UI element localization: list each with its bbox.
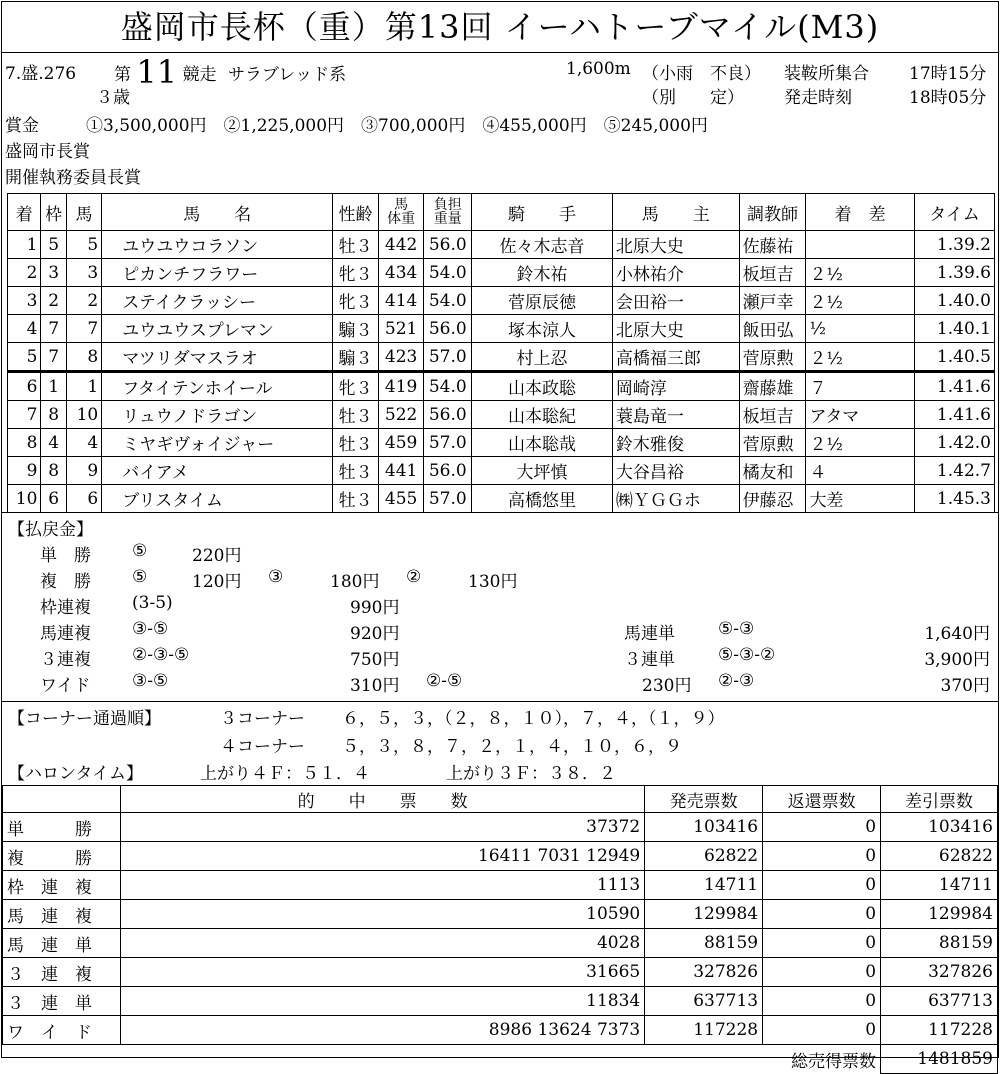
start-time: 18時05分: [909, 88, 987, 108]
place-combo-1: ⑤: [132, 567, 148, 587]
cell-time: 1.41.6: [914, 372, 994, 401]
table-row: [8, 343, 995, 372]
cell-horse-name: ユウユウコラソン: [102, 231, 333, 259]
corner-label: 【コーナー通過順】: [8, 709, 161, 729]
cell-rank: 2: [8, 259, 41, 287]
col-hit-votes: 的 中 票 数: [120, 786, 644, 813]
cell-jockey: 高橋悠里: [472, 485, 613, 513]
cell-net: 129984: [881, 900, 998, 929]
assembly-label: 装鞍所集合: [784, 64, 869, 84]
last-4f: 上がり４Ｆ：５１．４: [200, 764, 370, 784]
cell-burden: 57.0: [424, 429, 472, 457]
table-row: [3, 900, 998, 929]
cell-sex-age: 牡３: [333, 429, 379, 457]
cell-burden: 56.0: [424, 231, 472, 259]
cell-hit: 11834: [120, 987, 644, 1016]
table-row: [8, 457, 995, 485]
cell-hit: 37372: [120, 813, 644, 842]
cell-weight: 434: [378, 259, 424, 287]
trio-label: ３連複: [40, 650, 91, 670]
place-amount-1: 120円: [192, 572, 242, 592]
col-margin: 着 差: [806, 194, 914, 231]
cell-hit: 31665: [120, 958, 644, 987]
table-row: [3, 929, 998, 958]
exacta-amount: 1,640円: [924, 624, 990, 644]
cell-bet-type: 馬 連 複: [3, 900, 121, 929]
col-refund-votes: 返還票数: [763, 786, 881, 813]
cell-sold: 129984: [645, 900, 763, 929]
cell-refund: 0: [763, 929, 881, 958]
table-row: [8, 485, 995, 513]
cell-net: 117228: [881, 1016, 998, 1045]
total-label: 総売得票数: [3, 1045, 881, 1074]
cell-margin: ２½: [806, 343, 914, 372]
cell-horse-name: リュウノドラゴン: [102, 401, 333, 429]
cell-trainer: 瀬戸幸: [739, 287, 806, 315]
col-time: タイム: [914, 194, 994, 231]
payout-section: [2, 512, 998, 702]
col-sex-age: 性齢: [333, 194, 379, 231]
cell-frame: 6: [41, 485, 66, 513]
place-combo-2: ③: [268, 567, 284, 587]
cell-time: 1.42.0: [914, 429, 994, 457]
cell-net: 103416: [881, 813, 998, 842]
race-code: 7.盛.276: [5, 64, 77, 84]
cell-trainer: 板垣吉: [739, 401, 806, 429]
cell-sex-age: 騸３: [333, 343, 379, 372]
cell-owner: 会田裕一: [612, 287, 739, 315]
cell-time: 1.40.5: [914, 343, 994, 372]
award-mayor: 盛岡市長賞: [5, 142, 90, 162]
col-rank: 着: [8, 194, 41, 231]
cell-margin: [806, 231, 914, 259]
cell-trainer: 菅原勲: [739, 343, 806, 372]
cell-burden: 56.0: [424, 457, 472, 485]
cell-refund: 0: [763, 871, 881, 900]
cell-sold: 637713: [645, 987, 763, 1016]
last-3f: 上がり３Ｆ：３８．２: [446, 764, 616, 784]
cell-horse-no: 7: [66, 315, 101, 343]
bracket-label: 枠連複: [40, 598, 91, 618]
race-result-sheet: [1, 1, 999, 1072]
col-sold-votes: 発売票数: [645, 786, 763, 813]
cell-time: 1.40.1: [914, 315, 994, 343]
race-header: [2, 53, 998, 198]
cell-refund: 0: [763, 900, 881, 929]
cell-refund: 0: [763, 1016, 881, 1045]
race-number-line: [114, 53, 346, 91]
cell-weight: 414: [378, 287, 424, 315]
cell-horse-no: 5: [66, 231, 101, 259]
cell-margin: ½: [806, 315, 914, 343]
cell-margin: ４: [806, 457, 914, 485]
award-committee: 開催執務委員長賞: [5, 168, 141, 188]
cell-frame: 7: [41, 343, 66, 372]
wide-combo-2: ②-⑤: [426, 671, 463, 691]
cell-horse-no: 10: [66, 401, 101, 429]
trifecta-amount: 3,900円: [924, 650, 990, 670]
cell-owner: ㈱ＹＧＧホ: [612, 485, 739, 513]
corner4-order: ５，３，８，７，２，１，４，１０，６，９: [342, 737, 682, 757]
assembly-time: 17時15分: [909, 64, 987, 84]
cell-owner: 大谷昌裕: [612, 457, 739, 485]
cell-bet-type: 枠 連 複: [3, 871, 121, 900]
table-row: [8, 287, 995, 315]
cell-hit: 8986 13624 7373: [120, 1016, 644, 1045]
cell-horse-name: マツリダマスラオ: [102, 343, 333, 372]
race-number: 11: [136, 53, 178, 91]
trio-amount: 750円: [350, 650, 400, 670]
total-value: 1481859: [881, 1045, 998, 1074]
race-weather: （小雨 不良）: [642, 64, 761, 84]
cell-refund: 0: [763, 958, 881, 987]
bracket-combo: (3-5): [132, 593, 173, 613]
cell-margin: ２½: [806, 259, 914, 287]
trifecta-combo: ⑤-③-②: [718, 645, 776, 665]
cell-jockey: 菅原辰徳: [472, 287, 613, 315]
table-row: [8, 259, 995, 287]
cell-rank: 6: [8, 372, 41, 401]
cell-bet-type: 単 勝: [3, 813, 121, 842]
table-row: [8, 429, 995, 457]
cell-horse-name: ユウユウスプレマン: [102, 315, 333, 343]
cell-jockey: 山本聡紀: [472, 401, 613, 429]
cell-horse-name: フタイテンホイール: [102, 372, 333, 401]
wide-amount-2: 230円: [642, 676, 692, 696]
results-table: [7, 193, 995, 513]
prize-label: 賞金: [5, 116, 39, 136]
cell-horse-no: 9: [66, 457, 101, 485]
corner4-label: ４コーナー: [220, 737, 305, 757]
quinella-combo: ③-⑤: [132, 619, 169, 639]
cell-weight: 441: [378, 457, 424, 485]
cell-net: 637713: [881, 987, 998, 1016]
cell-margin: ７: [806, 372, 914, 401]
cell-time: 1.41.6: [914, 401, 994, 429]
col-frame: 枠: [41, 194, 66, 231]
cell-weight: 442: [378, 231, 424, 259]
col-horse-name: 馬 名: [102, 194, 333, 231]
cell-rank: 1: [8, 231, 41, 259]
table-row: [3, 958, 998, 987]
cell-bet-type: ワ イ ド: [3, 1016, 121, 1045]
cell-horse-no: 3: [66, 259, 101, 287]
table-row: [3, 813, 998, 842]
cell-sold: 103416: [645, 813, 763, 842]
cell-trainer: 飯田弘: [739, 315, 806, 343]
cell-burden: 57.0: [424, 343, 472, 372]
cell-weight: 521: [378, 315, 424, 343]
cell-margin: ２½: [806, 287, 914, 315]
cell-owner: 北原大史: [612, 231, 739, 259]
cell-burden: 54.0: [424, 287, 472, 315]
cell-burden: 56.0: [424, 315, 472, 343]
cell-horse-name: バイアメ: [102, 457, 333, 485]
cell-time: 1.42.7: [914, 457, 994, 485]
breed: サラブレッド系: [227, 65, 347, 85]
cell-net: 88159: [881, 929, 998, 958]
cell-burden: 56.0: [424, 401, 472, 429]
cell-sex-age: 牝３: [333, 372, 379, 401]
cell-rank: 7: [8, 401, 41, 429]
cell-owner: 高橋福三郎: [612, 343, 739, 372]
table-row: [8, 401, 995, 429]
cell-sold: 327826: [645, 958, 763, 987]
cell-trainer: 佐藤祐: [739, 231, 806, 259]
race-prefix: 第: [114, 65, 131, 85]
race-age: ３歳: [96, 88, 130, 108]
place-combo-3: ②: [406, 567, 422, 587]
cell-frame: 5: [41, 231, 66, 259]
cell-weight: 522: [378, 401, 424, 429]
cell-margin: 大差: [806, 485, 914, 513]
cell-frame: 8: [41, 401, 66, 429]
cell-jockey: 塚本涼人: [472, 315, 613, 343]
trio-combo: ②-③-⑤: [132, 645, 190, 665]
cell-hit: 10590: [120, 900, 644, 929]
cell-net: 327826: [881, 958, 998, 987]
wide-amount-1: 310円: [350, 676, 400, 696]
place-amount-3: 130円: [468, 572, 518, 592]
cell-sex-age: 牡３: [333, 231, 379, 259]
cell-horse-name: ミヤギヴォイジャー: [102, 429, 333, 457]
cell-sex-age: 騸３: [333, 315, 379, 343]
cell-margin: ２½: [806, 429, 914, 457]
cell-net: 62822: [881, 842, 998, 871]
cell-owner: 小林祐介: [612, 259, 739, 287]
prize-list: ①3,500,000円 ②1,225,000円 ③700,000円 ④455,000円 ⑤245,000円: [86, 116, 708, 136]
cell-refund: 0: [763, 842, 881, 871]
cell-weight: 459: [378, 429, 424, 457]
votes-table: [2, 785, 998, 1074]
corner3-label: ３コーナー: [220, 709, 305, 729]
cell-frame: 3: [41, 259, 66, 287]
cell-horse-no: 2: [66, 287, 101, 315]
cell-hit: 16411 7031 12949: [120, 842, 644, 871]
wide-combo-1: ③-⑤: [132, 671, 169, 691]
col-horse-no: 馬: [66, 194, 101, 231]
cell-trainer: 板垣吉: [739, 259, 806, 287]
cell-frame: 1: [41, 372, 66, 401]
cell-horse-no: 4: [66, 429, 101, 457]
cell-sex-age: 牝３: [333, 259, 379, 287]
cell-owner: 岡崎淳: [612, 372, 739, 401]
table-row: [3, 871, 998, 900]
win-combo: ⑤: [132, 541, 148, 561]
cell-horse-no: 1: [66, 372, 101, 401]
cell-trainer: 橘友和: [739, 457, 806, 485]
cell-sold: 14711: [645, 871, 763, 900]
cell-sold: 88159: [645, 929, 763, 958]
cell-rank: 4: [8, 315, 41, 343]
cell-jockey: 佐々木志音: [472, 231, 613, 259]
cell-net: 14711: [881, 871, 998, 900]
cell-bet-type: ３ 連 複: [3, 958, 121, 987]
cell-owner: 鈴木雅俊: [612, 429, 739, 457]
cell-burden: 54.0: [424, 372, 472, 401]
cell-bet-type: 複 勝: [3, 842, 121, 871]
cell-owner: 北原大史: [612, 315, 739, 343]
cell-rank: 5: [8, 343, 41, 372]
bracket-amount: 990円: [350, 598, 400, 618]
cell-refund: 0: [763, 813, 881, 842]
cell-weight: 455: [378, 485, 424, 513]
cell-jockey: 山本聡哉: [472, 429, 613, 457]
wide-combo-3: ②-③: [718, 671, 755, 691]
win-label: 単 勝: [40, 546, 91, 566]
results-header-row: [8, 194, 995, 231]
cell-sex-age: 牡３: [333, 485, 379, 513]
quinella-amount: 920円: [350, 624, 400, 644]
cell-sold: 62822: [645, 842, 763, 871]
cell-horse-name: ブリスタイム: [102, 485, 333, 513]
cell-burden: 57.0: [424, 485, 472, 513]
col-burden: 負担 重量: [424, 194, 472, 231]
col-trainer: 調教師: [739, 194, 806, 231]
cell-rank: 3: [8, 287, 41, 315]
cell-bet-type: 馬 連 単: [3, 929, 121, 958]
exacta-combo: ⑤-③: [718, 619, 755, 639]
cell-frame: 4: [41, 429, 66, 457]
col-jockey: 騎 手: [472, 194, 613, 231]
cell-bet-type: ３ 連 単: [3, 987, 121, 1016]
race-condition: （別 定）: [642, 88, 744, 108]
furlong-label: 【ハロンタイム】: [8, 764, 143, 784]
cell-frame: 2: [41, 287, 66, 315]
cell-horse-name: ピカンチフラワー: [102, 259, 333, 287]
cell-sex-age: 牝３: [333, 287, 379, 315]
table-row: [8, 372, 995, 401]
wide-amount-3: 370円: [940, 676, 990, 696]
cell-horse-no: 8: [66, 343, 101, 372]
cell-time: 1.40.0: [914, 287, 994, 315]
cell-refund: 0: [763, 987, 881, 1016]
table-row: [8, 315, 995, 343]
col-weight: 馬 体重: [378, 194, 424, 231]
total-row: [3, 1045, 998, 1074]
race-distance: 1,600m: [566, 59, 631, 79]
cell-jockey: 村上忍: [472, 343, 613, 372]
wide-label: ワイド: [40, 676, 91, 696]
cell-time: 1.45.3: [914, 485, 994, 513]
cell-owner: 蓑島竜一: [612, 401, 739, 429]
votes-header-row: [3, 786, 998, 813]
cell-weight: 423: [378, 343, 424, 372]
cell-horse-no: 6: [66, 485, 101, 513]
cell-rank: 9: [8, 457, 41, 485]
race-title: 盛岡市長杯（重）第13回 イーハトーブマイル(M3): [2, 2, 998, 53]
quinella-label: 馬連複: [40, 624, 91, 644]
cell-trainer: 菅原勲: [739, 429, 806, 457]
payout-label: 【払戻金】: [8, 520, 93, 540]
cell-frame: 8: [41, 457, 66, 485]
cell-weight: 419: [378, 372, 424, 401]
table-row: [3, 842, 998, 871]
start-label: 発走時刻: [784, 88, 852, 108]
table-row: [3, 1016, 998, 1045]
cell-jockey: 鈴木祐: [472, 259, 613, 287]
cell-jockey: 大坪慎: [472, 457, 613, 485]
col-owner: 馬 主: [612, 194, 739, 231]
cell-sold: 117228: [645, 1016, 763, 1045]
cell-jockey: 山本政聡: [472, 372, 613, 401]
cell-rank: 10: [8, 485, 41, 513]
cell-trainer: 伊藤忍: [739, 485, 806, 513]
cell-margin: アタマ: [806, 401, 914, 429]
corner3-order: ６，５，３，（２，８，１０），７，４，（１，９）: [342, 709, 725, 729]
cell-trainer: 齋藤雄: [739, 372, 806, 401]
cell-sex-age: 牡３: [333, 457, 379, 485]
win-amount: 220円: [192, 546, 242, 566]
table-row: [3, 987, 998, 1016]
race-suffix: 競走: [182, 65, 217, 85]
cell-time: 1.39.2: [914, 231, 994, 259]
table-row: [8, 231, 995, 259]
col-bet-type: [3, 786, 121, 813]
cell-frame: 7: [41, 315, 66, 343]
col-net-votes: 差引票数: [881, 786, 998, 813]
cell-time: 1.39.6: [914, 259, 994, 287]
place-amount-2: 180円: [330, 572, 380, 592]
cell-hit: 4028: [120, 929, 644, 958]
cell-rank: 8: [8, 429, 41, 457]
cell-hit: 1113: [120, 871, 644, 900]
cell-horse-name: ステイクラッシー: [102, 287, 333, 315]
cell-sex-age: 牡３: [333, 401, 379, 429]
trifecta-label: ３連単: [624, 650, 675, 670]
place-label: 複 勝: [40, 572, 91, 592]
exacta-label: 馬連単: [624, 624, 675, 644]
cell-burden: 54.0: [424, 259, 472, 287]
